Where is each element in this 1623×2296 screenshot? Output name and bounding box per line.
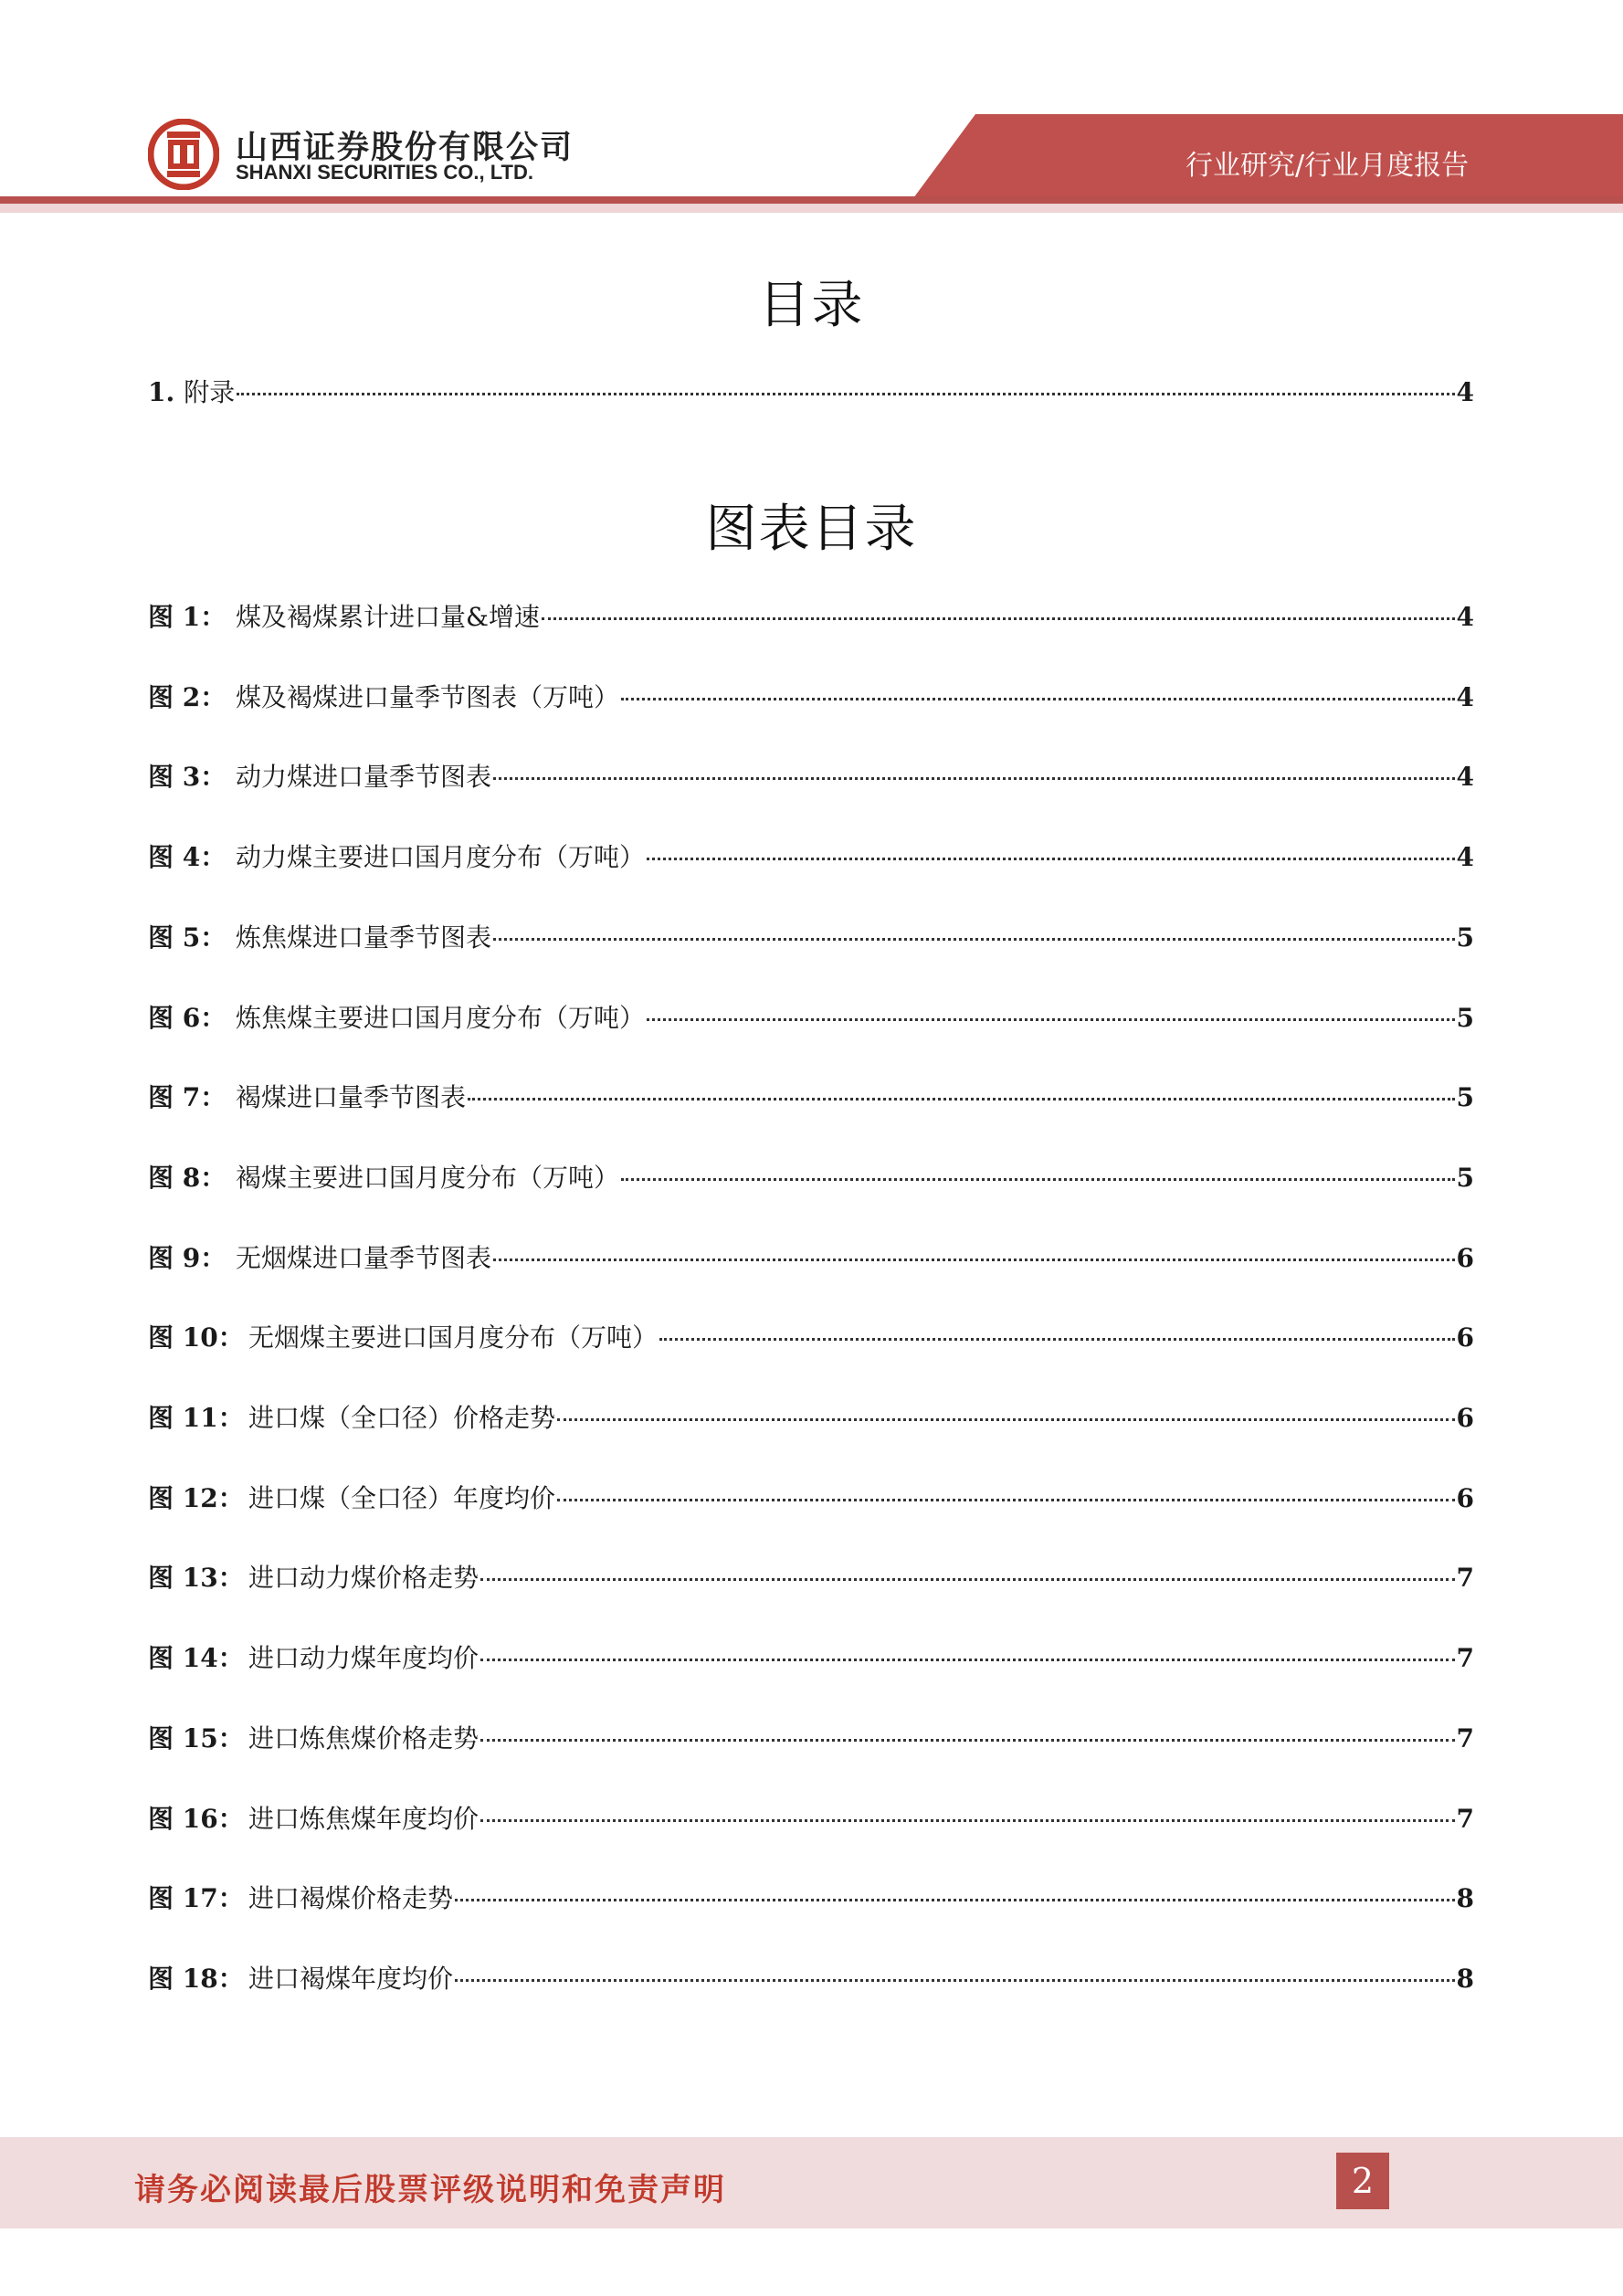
figure-entry-text: 动力煤进口量季节图表 <box>236 762 492 792</box>
figure-entry-11[interactable] <box>148 1398 1474 1435</box>
page-footer <box>0 2137 1623 2228</box>
toc-leader-dots <box>480 1819 1455 1822</box>
report-type-label: 行业研究/行业月度报告 <box>1186 150 1470 182</box>
figure-entry-9[interactable] <box>148 1238 1474 1275</box>
figure-entry-8[interactable] <box>148 1158 1474 1195</box>
figure-entry-page: 6 <box>1456 1243 1474 1273</box>
figure-entry-label: 图 5： <box>148 922 227 953</box>
figure-entry-15[interactable] <box>148 1719 1474 1755</box>
company-name-cn: 山西证券股份有限公司 <box>236 130 574 166</box>
figure-entry-label: 图 17： <box>148 1883 244 1913</box>
toc-leader-dots <box>621 1178 1455 1181</box>
toc-entry-text: 附录 <box>184 377 236 407</box>
figure-entry-page: 6 <box>1456 1483 1474 1513</box>
toc-leader-dots <box>480 1578 1455 1581</box>
figure-entry-text: 进口褐煤价格走势 <box>248 1883 454 1913</box>
figure-entry-label: 图 18： <box>148 1964 244 1994</box>
figure-entry-page: 7 <box>1456 1804 1474 1834</box>
toc-leader-dots <box>659 1338 1455 1341</box>
toc-leader-dots <box>557 1499 1455 1501</box>
figure-entry-label: 图 3： <box>148 762 227 792</box>
figure-entry-text: 动力煤主要进口国月度分布（万吨） <box>236 842 646 872</box>
figure-entry-12[interactable] <box>148 1479 1474 1515</box>
header-rule <box>0 196 1623 204</box>
figure-entry-text: 炼焦煤主要进口国月度分布（万吨） <box>236 1003 646 1033</box>
figure-entry-text: 炼焦煤进口量季节图表 <box>236 922 492 953</box>
toc-leader-dots <box>237 393 1454 395</box>
figure-entry-text: 进口煤（全口径）价格走势 <box>248 1403 556 1433</box>
figure-entry-text: 褐煤主要进口国月度分布（万吨） <box>236 1163 620 1193</box>
page-number: 2 <box>1336 2153 1389 2209</box>
figure-entry-10[interactable] <box>148 1318 1474 1354</box>
figure-entry-label: 图 4： <box>148 842 227 872</box>
figure-entry-text: 褐煤进口量季节图表 <box>236 1082 467 1112</box>
figure-entry-label: 图 2： <box>148 682 227 712</box>
figure-entry-3[interactable] <box>148 757 1474 794</box>
figure-entry-label: 图 7： <box>148 1082 227 1112</box>
toc-entry-number: 1. <box>148 377 175 407</box>
company-name-en: SHANXI SECURITIES CO., LTD. <box>236 161 533 184</box>
figure-entry-label: 图 6： <box>148 1003 227 1033</box>
toc-entry-appendix[interactable] <box>148 373 1474 409</box>
figure-entry-text: 进口炼焦煤价格走势 <box>248 1723 480 1754</box>
figure-entry-label: 图 15： <box>148 1723 244 1754</box>
figure-entry-page: 4 <box>1456 682 1474 712</box>
figure-entry-page: 8 <box>1456 1883 1474 1913</box>
toc-leader-dots <box>647 858 1455 860</box>
toc-leader-dots <box>480 1739 1455 1742</box>
figure-entry-label: 图 13： <box>148 1563 244 1593</box>
toc-leader-dots <box>493 938 1455 941</box>
toc-leader-dots <box>455 1899 1455 1901</box>
toc-leader-dots <box>455 1979 1455 1982</box>
toc-leader-dots <box>557 1418 1455 1421</box>
toc-leader-dots <box>542 617 1455 620</box>
toc-leader-dots <box>493 1259 1455 1261</box>
figure-entry-page: 4 <box>1456 602 1474 632</box>
figure-entry-page: 6 <box>1456 1403 1474 1433</box>
figure-entry-page: 5 <box>1456 1003 1474 1033</box>
figure-entry-text: 进口炼焦煤年度均价 <box>248 1804 480 1834</box>
figure-entry-label: 图 16： <box>148 1804 244 1834</box>
figure-entry-text: 无烟煤进口量季节图表 <box>236 1243 492 1273</box>
figure-entry-text: 进口动力煤年度均价 <box>248 1643 480 1673</box>
figures-title: 图表目录 <box>705 500 918 559</box>
toc-leader-dots <box>493 777 1455 780</box>
figure-entry-1[interactable] <box>148 597 1474 634</box>
figure-entry-18[interactable] <box>148 1959 1474 1996</box>
figure-entry-label: 图 10： <box>148 1322 244 1353</box>
figure-entry-text: 煤及褐煤进口量季节图表（万吨） <box>236 682 620 712</box>
figure-entry-label: 图 11： <box>148 1403 244 1433</box>
toc-leader-dots <box>647 1018 1455 1021</box>
disclaimer-notice: 请务必阅读最后股票评级说明和免责声明 <box>134 2172 726 2208</box>
toc-leader-dots <box>621 698 1455 700</box>
page-header <box>0 0 1623 219</box>
figure-entry-page: 5 <box>1456 922 1474 953</box>
toc-leader-dots <box>468 1098 1455 1101</box>
figure-entry-label: 图 8： <box>148 1163 227 1193</box>
figure-entry-text: 煤及褐煤累计进口量&增速 <box>236 602 540 632</box>
figure-entry-6[interactable] <box>148 998 1474 1035</box>
figure-entry-label: 图 14： <box>148 1643 244 1673</box>
figure-entry-text: 进口煤（全口径）年度均价 <box>248 1483 556 1513</box>
figure-entry-page: 7 <box>1456 1723 1474 1754</box>
figure-entry-text: 进口动力煤价格走势 <box>248 1563 480 1593</box>
figure-entry-5[interactable] <box>148 918 1474 954</box>
figure-entry-page: 6 <box>1456 1322 1474 1353</box>
figure-entry-page: 4 <box>1456 762 1474 792</box>
figure-entry-page: 7 <box>1456 1643 1474 1673</box>
figure-entry-17[interactable] <box>148 1879 1474 1915</box>
figure-entry-label: 图 9： <box>148 1243 227 1273</box>
contents-title: 目录 <box>758 276 865 335</box>
figure-entry-page: 4 <box>1456 842 1474 872</box>
figure-entry-7[interactable] <box>148 1078 1474 1114</box>
figure-entry-label: 图 12： <box>148 1483 244 1513</box>
figure-entry-label: 图 1： <box>148 602 227 632</box>
figure-entry-2[interactable] <box>148 678 1474 714</box>
header-rule-light <box>0 204 1623 213</box>
figure-entry-text: 进口褐煤年度均价 <box>248 1964 454 1994</box>
figure-entry-page: 8 <box>1456 1964 1474 1994</box>
toc-entry-page: 4 <box>1456 377 1474 407</box>
figure-entry-14[interactable] <box>148 1638 1474 1675</box>
figure-entry-13[interactable] <box>148 1558 1474 1595</box>
figure-entry-page: 5 <box>1456 1082 1474 1112</box>
figure-entry-4[interactable] <box>148 837 1474 874</box>
toc-leader-dots <box>480 1659 1455 1661</box>
figure-entry-text: 无烟煤主要进口国月度分布（万吨） <box>248 1322 659 1353</box>
figure-entry-page: 5 <box>1456 1163 1474 1193</box>
figure-entry-16[interactable] <box>148 1799 1474 1836</box>
company-logo-icon <box>148 119 219 190</box>
figure-entry-page: 7 <box>1456 1563 1474 1593</box>
